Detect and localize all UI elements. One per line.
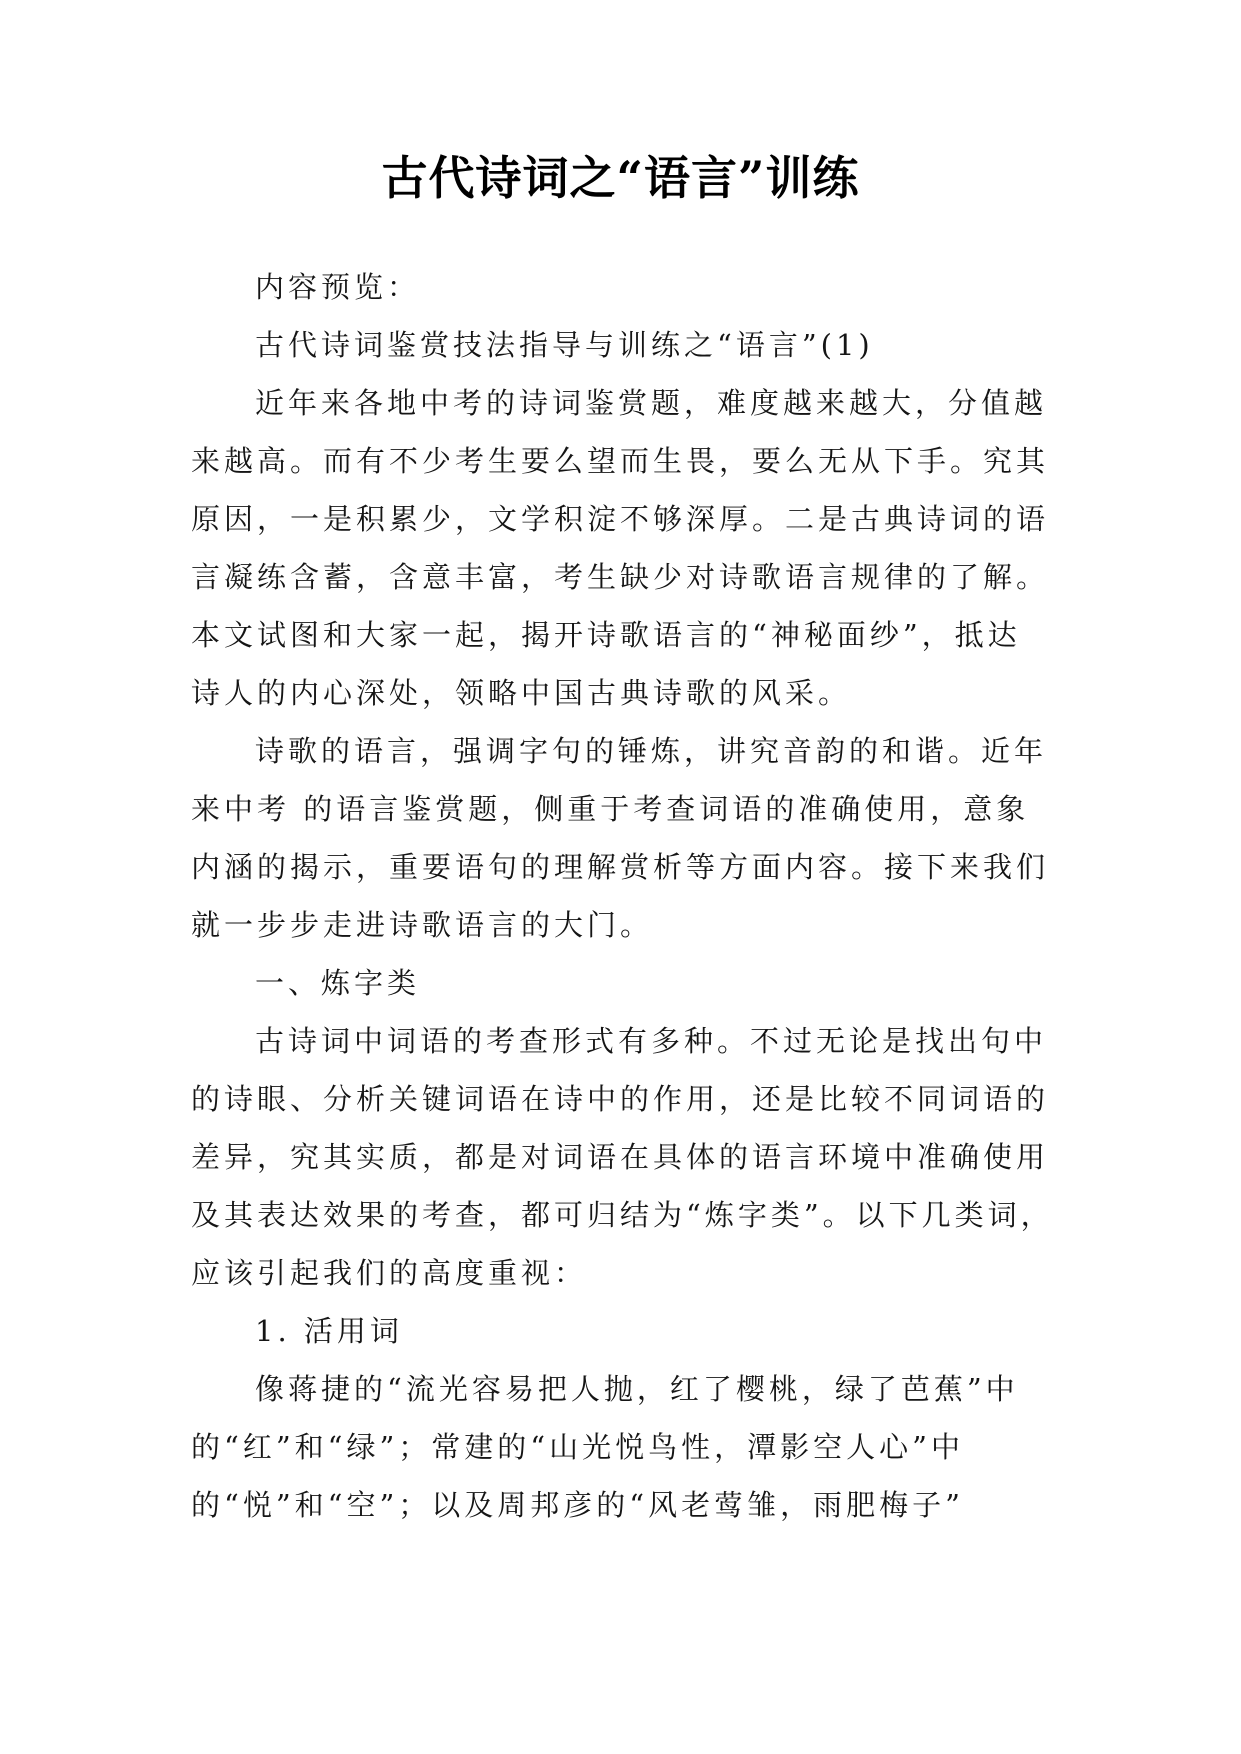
text-line: 及其表达效果的考查，都可归结为“炼字类”。以下几类词， <box>191 1198 1054 1232</box>
text-line: 就一步步走进诗歌语言的大门。 <box>191 908 654 942</box>
text-line: 诗人的内心深处，领略中国古典诗歌的风采。 <box>191 676 852 710</box>
text-line: 内涵的揭示，重要语句的理解赏析等方面内容。接下来我们 <box>191 850 1050 884</box>
paragraph <box>191 1360 1051 1534</box>
text-line: 应该引起我们的高度重视： <box>191 1256 588 1290</box>
text-line: 一、炼字类 <box>255 966 421 1000</box>
text-line: 像蒋捷的“流光容易把人抛，红了樱桃，绿了芭蕉”中 <box>255 1372 1019 1406</box>
text-line: 差异，究其实质，都是对词语在具体的语言环境中准确使用 <box>191 1140 1050 1174</box>
text-line: 言凝练含蓄，含意丰富，考生缺少对诗歌语言规律的了解。 <box>191 560 1050 594</box>
document-body <box>191 258 1054 1534</box>
text-line: 的“悦”和“空”；以及周邦彦的“风老莺雏，雨肥梅子” <box>191 1488 964 1522</box>
text-line: 1. 活用词 <box>255 1314 403 1348</box>
paragraph <box>191 1302 1051 1360</box>
paragraph <box>191 722 1051 954</box>
text-line: 古诗词中词语的考查形式有多种。不过无论是找出句中 <box>255 1024 1048 1058</box>
text-line: 内容预览： <box>255 270 421 304</box>
text-line: 的“红”和“绿”；常建的“山光悦鸟性，潭影空人心”中 <box>191 1430 964 1464</box>
paragraph <box>191 258 1051 316</box>
text-line: 来中考 的语言鉴赏题，侧重于考查词语的准确使用，意象 <box>191 792 1030 826</box>
paragraph <box>191 316 1051 374</box>
document-title: 古代诗词之“语言”训练 <box>381 151 860 205</box>
text-line: 来越高。而有不少考生要么望而生畏，要么无从下手。究其 <box>191 444 1050 478</box>
text-line: 本文试图和大家一起，揭开诗歌语言的“神秘面纱”，抵达 <box>191 618 1021 652</box>
text-line: 近年来各地中考的诗词鉴赏题，难度越来越大，分值越 <box>255 386 1048 420</box>
paragraph <box>191 954 1051 1012</box>
text-line: 古代诗词鉴赏技法指导与训练之“语言”(1) <box>255 328 874 362</box>
paragraph <box>191 1012 1054 1302</box>
text-line: 的诗眼、分析关键词语在诗中的作用，还是比较不同词语的 <box>191 1082 1050 1116</box>
paragraph <box>191 374 1051 722</box>
text-line: 原因，一是积累少，文学积淀不够深厚。二是古典诗词的语 <box>191 502 1050 536</box>
text-line: 诗歌的语言，强调字句的锤炼，讲究音韵的和谐。近年 <box>255 734 1048 768</box>
